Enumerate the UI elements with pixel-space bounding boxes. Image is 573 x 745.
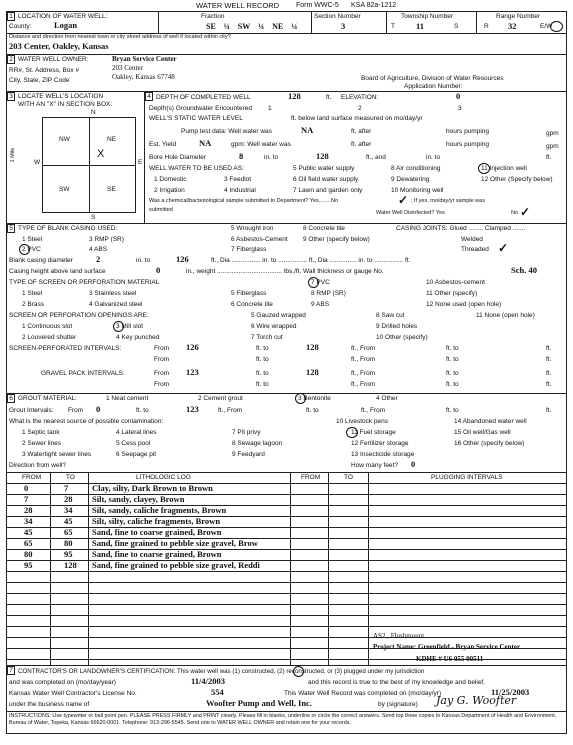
section-number-value: 3 bbox=[341, 21, 346, 31]
log-note-flushmount: AS2 , Flushmount bbox=[373, 632, 425, 640]
section-1-number: 1 bbox=[7, 12, 15, 21]
range-direction: E/W bbox=[540, 23, 553, 30]
log-from: 34 bbox=[24, 516, 33, 526]
log-description: Silt, sandy, clayey, Brown bbox=[92, 494, 185, 504]
log-from: 65 bbox=[24, 538, 33, 548]
range-w-circle bbox=[550, 21, 563, 32]
log-from: 95 bbox=[24, 560, 33, 570]
owner-name: Bryan Service Center bbox=[112, 55, 177, 63]
gravel-to-value: 128 bbox=[306, 367, 319, 377]
instructions: INSTRUCTIONS: Use typewriter or ball point pen. PLEASE PRESS FIRMLY and PRINT clearly. Please fill in blanks, underline or circle the correct answers. Send top three copies to Kansas Department of Health and Environment, Bureau of Water, Topeka, Kansas 66620-0001. Telephone: 913-296-5545. Send one to WATER WELL OWNER and retain one for your records. bbox=[9, 713, 557, 726]
disinfected-no-check: ✓ bbox=[520, 205, 531, 219]
completed-date-value: 11/4/2003 bbox=[191, 676, 226, 686]
fraction-value: SE ¼ SW ¼ NE ¼ bbox=[206, 22, 298, 31]
injection-well-circle bbox=[478, 163, 490, 174]
log-from: 45 bbox=[24, 527, 33, 537]
business-name-value: Woofter Pump and Well, Inc. bbox=[206, 698, 312, 708]
pvc-screen-circle bbox=[308, 277, 319, 288]
log-to: 95 bbox=[64, 549, 73, 559]
threaded-check: ✓ bbox=[498, 241, 509, 255]
how-many-feet-value: 0 bbox=[411, 459, 416, 469]
table-row bbox=[6, 495, 567, 506]
log-to: 28 bbox=[64, 494, 73, 504]
ksa-number: KSA 82a-1212 bbox=[351, 2, 397, 9]
table-row bbox=[6, 484, 567, 495]
mill-slot-circle bbox=[113, 321, 124, 332]
license-value: 554 bbox=[211, 687, 224, 697]
blank-diameter-value: 2 bbox=[96, 254, 101, 264]
elevation-value: 0 bbox=[456, 91, 461, 101]
bore-diameter-value: 8 bbox=[239, 151, 244, 161]
log-to: 7 bbox=[64, 483, 69, 493]
log-to: 45 bbox=[64, 516, 73, 526]
screen-from-value: 126 bbox=[186, 342, 199, 352]
log-to: 128 bbox=[64, 560, 77, 570]
log-description: Sand, fine grained to pebble size gravel, Reddi bbox=[92, 560, 260, 570]
water-well-record-form: WATER WELL RECORD Form WWC-5 KSA 82a-1212 1 LOCATION OF WATER WELL: County: Logan Fraction SE ¼ SW ¼ NE ¼ Section Number 3 Township Number T 11 S Range Number R 32 E/W Distance and direction from nearest town or city street address of well if located within city? 203 Center, Oakley, Kansas 2 WATER WELL OWNER: RR#, St. Address, Box # City, State, ZIP Code Bryan Service Center 203 Center Oakley, Kansas 67748 Board of Agriculture, Division of Water Resources Application Number: 3 LOCATE WELL'S LOCATION WITH AN "X" IN SECTION BOX: N S W E 1 Mile NW NE SW SE X 4 DEPTH OF COMPLETED WELL 128 ft. ELEVATION: 0 Depth(s) Groundwater Encountered 1 2 3 WELL'S STATIC WATER LEVEL ft. below land surface measured on mo/day/yr Pump test data: Well water was NA ft. after hours pumping gpm Est. Yield NA gpm: Well water was ft. after hours pumping gpm Bore Hole Diameter 8 in. to 128 ft., and in. to ft. WELL WATER TO BE USED AS: 5 Public water supply 8 Air conditioning 11 Injection well 1 Domestic 3 Feedlot 6 Oil field water supply 9 Dewatering 12 Other (Specify below) 2 Irrigation 4 Industrial 7 Lawn and garden only 10 Monitoring well Was a chemical/bacteriological sample submitted to Department? Yes........No ✓ ; If yes, mo/day/yr sample was submitted Water Well Disinfected? Yes No ✓ 5 TYPE OF BLANK CASING USED: 5 Wrought iron 8 Concrete tile CASING JOINTS: Glued ........ Clamped ....... 1 Steel 3 RMP (SR) 6 Asbestos-Cement 9 Other (specify below) Welded 2 PVC 4 ABS 7 Fiberglass Threaded ✓ Blank casing diameter 2 in. to 126 ft., Dia ................ in. to ................ ft., Dia ............... in. to ................ ft. Casing height above land surface 0 in., weight .................................... lbs./ft. Wall thickness or gauge No. Sch. 40 TYPE OF SCREEN OR PERFORATION MATERIAL 7 PVC 10 Asbestos-cement 1 Steel 3 Stainless steel 5 Fiberglass 8 RMP (SR) 11 Other (specify) 2 Brass 4 Galvanized steel 6 Concrete tile 9 ABS 12 None used (open hole) SCREEN OR PERFORATION OPENINGS ARE: 5 Gauzed wrapped 8 Saw cut 11 None (open hole) 1 Continuous slot 3 Mill slot 6 Wire wrapped 9 Drilled holes 2 Louvered shutter 4 Key punched 7 Torch cut 10 Other (specify) SCREEN-PERFORATED INTERVALS: From 126 ft. to 128 ft., From ft. to ft. From ft. to ft., From ft. to ft. GRAVEL PACK INTERVALS: From 123 ft. to 128 ft., From ft. to ft. From ft. to ft., From ft. to ft. 6 GROUT MATERIAL: 1 Neat cement 2 Cement grout 3 Bentonite 4 Other Grout Intervals: From 0 ft. to 123 ft., From ft. to ft., From ft. to ft. What is the nearest source of possible contamination: 10 Livestock pens 14 Abandoned water well 1 Septic tank 4 Lateral lines 7 Pit privy 11 Fuel storage 15 Oil well/Gas well 2 Sewer lines 5 Cess pool 8 Sewage lagoon 12 Fertilizer storage 16 Other (specify below) 3 Watertight sewer lines 6 Seepage pit 9 Feedyard 13 Insecticide storage Direction from well? How many feet? 0 FROM TO LITHOLOGIC LOG FROM TO PLUGGING INTERVALS 0 7 Clay, silty, Dark Brown to Brown 7 28 Silt, sandy, clayey, Brown 28 34 Silt, sandy, caliche fragments, Brown 34 45 Silt, silty, caliche fragments, Brown 45 65 Sand, fine to coarse grained, Brown 65 80 Sand, fine grained to pebble size gravel, Brow 80 95 Sand, fine to coarse grained, Brown 95 128 Sand, fine grained to pebble size gravel, Reddi AS2 , Flushmount Project Name: Greenfield - Bryan Service Center KDHE # U6 055 00511 7 CONTRACTOR'S OR LANDOWNER'S CERTIFICATION: This water well was (1) constructed, (2) reconstructed, or (3) plugged under my jurisdiction and was completed on (mo/day/year) 11/4/2003 and this record is true to the best of my knowledge and belief. Kansas Water Well Contractor's License No. 554 This Water Well Record was completed on (mo/day/yr) 11/25/2003 under the business name of Woofter Pump and Well, Inc. by (signature) Jay G. Woofter INSTRUCTIONS: Use typewriter or ball point pen. PLEASE PRESS FIRMLY and PRINT clearly. Please fill in blanks, underline or circle the correct answers. Send top three copies to Kansas Department of Health and Environment, Bureau of Water, Topeka, Kansas 66620-0001. Telephone: 913-296-5545. Send one to WATER WELL OWNER and retain one for your records. bbox=[6, 2, 567, 742]
table-row bbox=[6, 506, 567, 517]
log-to: 80 bbox=[64, 538, 73, 548]
record-date-value: 11/25/2003 bbox=[491, 687, 530, 697]
log-note-project: Project Name: Greenfield - Bryan Service Center bbox=[373, 643, 521, 651]
log-description: Silt, sandy, caliche fragments, Brown bbox=[92, 505, 227, 515]
table-row bbox=[6, 539, 567, 550]
log-note-kdhe: KDHE # U6 055 00511 bbox=[416, 655, 484, 663]
bore-depth-value: 128 bbox=[316, 151, 329, 161]
range-label: Range Number bbox=[496, 13, 541, 20]
constructed-circle bbox=[293, 666, 304, 677]
log-from: 28 bbox=[24, 505, 33, 515]
casing-height-value: 0 bbox=[156, 265, 161, 275]
form-number: Form WWC-5 bbox=[296, 2, 339, 9]
owner-address: 203 Center bbox=[112, 64, 143, 72]
well-location-x: X bbox=[97, 148, 105, 160]
table-row bbox=[6, 550, 567, 561]
gauge-value: Sch. 40 bbox=[511, 265, 537, 275]
log-to: 34 bbox=[64, 505, 73, 515]
log-from: 0 bbox=[24, 483, 29, 493]
township-label: Township Number bbox=[401, 13, 454, 20]
log-description: Sand, fine to coarse grained, Brown bbox=[92, 549, 222, 559]
depth-value: 128 bbox=[288, 91, 301, 101]
location-label: LOCATION OF WATER WELL: bbox=[18, 13, 108, 20]
section-number-label: Section Number bbox=[314, 13, 361, 20]
form-title: WATER WELL RECORD bbox=[196, 1, 280, 10]
log-description: Clay, silty, Dark Brown to Brown bbox=[92, 483, 213, 493]
chem-no-check: ✓ bbox=[398, 193, 409, 207]
yield-value: NA bbox=[199, 138, 212, 148]
certification-text: CONTRACTOR'S OR LANDOWNER'S CERTIFICATION: This water well was (1) constructed, (2) reconstructed, or (3) plugged under my jurisdiction bbox=[18, 668, 425, 675]
log-description: Sand, fine grained to pebble size gravel, Brow bbox=[92, 538, 258, 548]
table-row bbox=[6, 528, 567, 539]
township-value: 11 bbox=[416, 21, 425, 31]
fraction-label: Fraction bbox=[201, 13, 225, 20]
pump-test-value: NA bbox=[301, 125, 314, 135]
owner-label: WATER WELL OWNER: bbox=[18, 56, 89, 63]
bentonite-circle bbox=[295, 393, 306, 404]
fuel-storage-circle bbox=[346, 427, 358, 438]
blank-depth-value: 126 bbox=[176, 254, 189, 264]
grout-to-value: 123 bbox=[186, 404, 199, 414]
log-description: Sand, fine to coarse grained, Brown bbox=[92, 527, 222, 537]
grout-from-value: 0 bbox=[96, 404, 101, 414]
gravel-from-value: 123 bbox=[186, 367, 199, 377]
pvc-casing-circle bbox=[19, 244, 30, 255]
log-description: Silt, silty, caliche fragments, Brown bbox=[92, 516, 221, 526]
owner-city: Oakley, Kansas 67748 bbox=[112, 73, 175, 81]
log-from: 7 bbox=[24, 494, 29, 504]
screen-to-value: 128 bbox=[306, 342, 319, 352]
log-to: 65 bbox=[64, 527, 73, 537]
distance-value: 203 Center, Oakley, Kansas bbox=[9, 41, 109, 51]
signature: Jay G. Woofter bbox=[436, 694, 517, 707]
table-row bbox=[6, 517, 567, 528]
county-label: County: bbox=[9, 23, 32, 30]
log-from: 80 bbox=[24, 549, 33, 559]
county-value: Logan bbox=[54, 20, 78, 30]
table-row bbox=[6, 561, 567, 572]
distance-label: Distance and direction from nearest town or city street address of well if located within city? bbox=[9, 34, 231, 40]
range-value: 32 bbox=[508, 21, 517, 31]
